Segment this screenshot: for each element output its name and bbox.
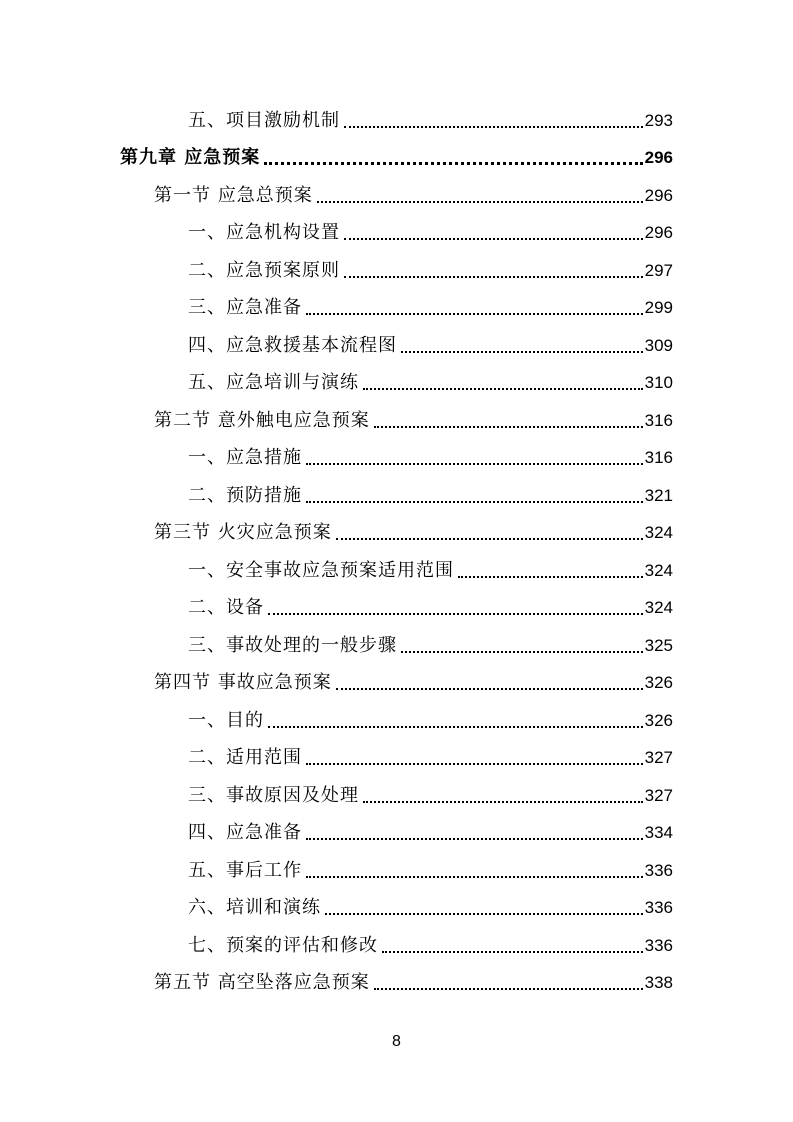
toc-entry-level-3[interactable] [0,326,793,364]
toc-leader-dots [344,276,643,278]
toc-leader-dots [306,876,643,878]
toc-entry-title: 三、事故处理的一般步骤 [188,634,397,656]
toc-entry-title: 一、应急措施 [188,447,302,468]
toc-entry-page: 310 [644,373,673,392]
toc-entry-title: 第四节 事故应急预案 [154,672,332,693]
toc-leader-dots [264,162,642,165]
toc-entry-level-2[interactable] [0,401,793,439]
toc-entry-title: 五、事后工作 [188,859,302,881]
toc-entry-title: 三、事故原因及处理 [188,784,359,806]
toc-entry-page: 299 [644,298,673,317]
toc-entry-title: 四、应急准备 [188,822,302,843]
toc-entry-page: 296 [644,148,673,167]
toc-entry-title: 六、培训和演练 [188,897,321,918]
toc-leader-dots [363,801,643,803]
toc-entry-level-3[interactable] [0,439,793,477]
toc-entry-level-3[interactable] [0,476,793,514]
toc-entry-page: 327 [644,785,673,805]
toc-entry-page: 316 [644,410,673,430]
toc-leader-dots [374,988,643,990]
toc-entry-page: 327 [644,748,673,767]
toc-entry-title: 三、应急准备 [188,297,302,318]
toc-entry-title: 第三节 火灾应急预案 [154,522,332,543]
toc-leader-dots [344,126,643,128]
toc-entry-page: 326 [644,673,673,692]
toc-entry-page: 297 [644,260,673,280]
toc-entry-page: 324 [644,560,673,580]
toc-entry-level-3[interactable] [0,364,793,402]
toc-entry-level-3[interactable] [0,101,793,139]
toc-entry-page: 321 [644,485,673,505]
toc-leader-dots [344,238,643,240]
toc-leader-dots [306,313,643,315]
toc-entry-page: 316 [644,448,673,467]
toc-leader-dots [363,388,643,390]
toc-entry-title: 四、应急救援基本流程图 [188,334,397,356]
toc-leader-dots [458,576,643,578]
toc-entry-page: 309 [644,335,673,355]
toc-entry-level-3[interactable] [0,701,793,739]
toc-leader-dots [306,838,643,840]
toc-leader-dots [374,426,643,428]
toc-entry-title: 一、目的 [188,709,264,731]
toc-entry-page: 324 [644,598,673,617]
toc-entry-level-3[interactable] [0,289,793,327]
toc-entry-level-2[interactable] [0,964,793,1002]
toc-entry-title: 五、应急培训与演练 [188,372,359,393]
toc-entry-level-2[interactable] [0,176,793,214]
toc-entry-level-3[interactable] [0,214,793,252]
toc-entry-level-3[interactable] [0,551,793,589]
toc-entry-page: 325 [644,635,673,655]
toc-entry-page: 336 [644,935,673,955]
toc-entry-level-3[interactable] [0,814,793,852]
toc-entry-title: 第九章 应急预案 [120,147,261,168]
toc-entry-level-3[interactable] [0,739,793,777]
toc-entry-page: 338 [644,973,673,992]
toc-leader-dots [336,538,643,540]
toc-entry-title: 七、预案的评估和修改 [188,934,378,956]
toc-leader-dots [317,201,643,203]
toc-entry-level-3[interactable] [0,626,793,664]
toc-entry-level-3[interactable] [0,889,793,927]
toc-entry-title: 五、项目激励机制 [188,109,340,131]
toc-entry-level-3[interactable] [0,926,793,964]
toc-entry-title: 第二节 意外触电应急预案 [154,409,370,431]
toc-entry-level-3[interactable] [0,589,793,627]
toc-entry-title: 一、安全事故应急预案适用范围 [188,559,454,581]
toc-entry-page: 293 [644,110,673,130]
toc-leader-dots [325,913,643,915]
toc-leader-dots [306,501,643,503]
toc-leader-dots [401,651,643,653]
toc-entry-title: 二、设备 [188,597,264,618]
toc-entry-title: 第五节 高空坠落应急预案 [154,972,370,993]
toc-leader-dots [401,351,643,353]
toc-entry-page: 326 [644,710,673,730]
toc-entry-page: 324 [644,523,673,542]
toc-entry-level-3[interactable] [0,776,793,814]
toc-entry-page: 296 [644,223,673,242]
toc-entry-level-1[interactable] [0,139,793,177]
toc-leader-dots [336,688,643,690]
toc-leader-dots [382,951,643,953]
toc-entry-page: 296 [644,185,673,205]
toc-entry-level-3[interactable] [0,851,793,889]
toc-leader-dots [306,763,643,765]
page-number: 8 [392,1033,401,1050]
toc-leader-dots [268,726,643,728]
toc-entry-level-2[interactable] [0,514,793,552]
toc-entry-page: 334 [644,823,673,842]
toc-entry-title: 二、应急预案原则 [188,259,340,281]
toc-entry-title: 二、预防措施 [188,484,302,506]
toc-entry-page: 336 [644,898,673,917]
toc-entry-title: 一、应急机构设置 [188,222,340,243]
toc-entry-level-3[interactable] [0,251,793,289]
toc-entry-title: 二、适用范围 [188,747,302,768]
toc-entry-page: 336 [644,860,673,880]
toc-entry-level-2[interactable] [0,664,793,702]
toc-leader-dots [268,613,643,615]
toc-entry-title: 第一节 应急总预案 [154,184,313,206]
toc-leader-dots [306,463,643,465]
table-of-contents [0,101,793,1001]
